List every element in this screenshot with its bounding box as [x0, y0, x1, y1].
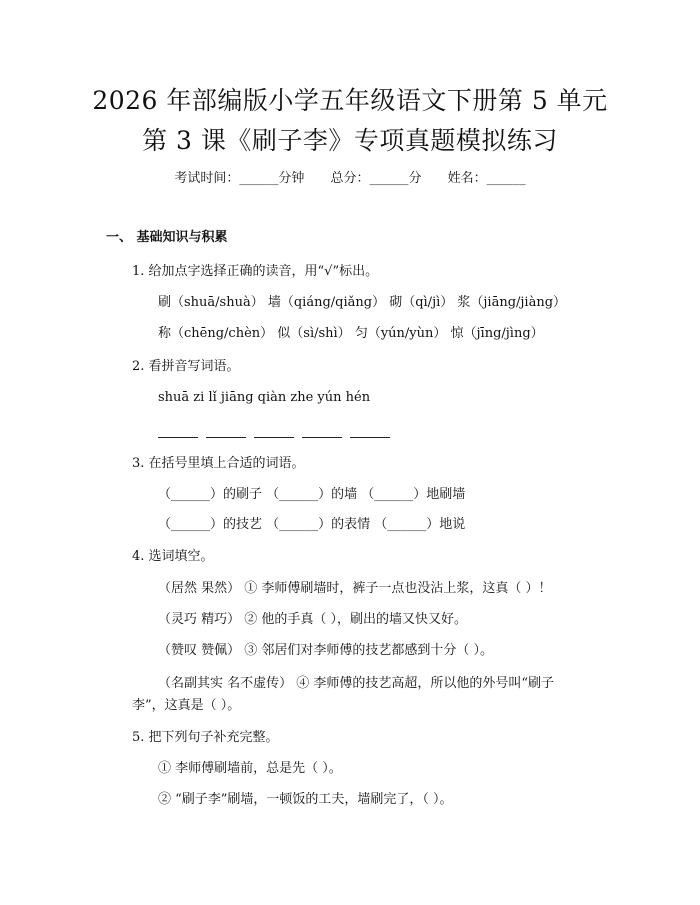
- q2-answer-blanks: [158, 424, 398, 444]
- document-title-line2: 第 3 课《刷子李》专项真题模拟练习: [142, 126, 558, 155]
- q1-row2: 称（chēng/chèn） 似（sì/shì） 匀（yún/yùn） 惊（jīng/jìng）: [158, 326, 544, 341]
- q3-row2: （______）的技艺 （______）的表情 （______）地说: [158, 517, 466, 532]
- q4-prompt: 4. 选词填空。: [132, 549, 214, 564]
- exam-name: 姓名：______: [447, 171, 526, 186]
- q4-item1: （居然 果然） ① 李师傅刷墙时，裤子一点也没沾上浆，这真（ ）！: [158, 581, 552, 596]
- answer-blank[interactable]: [254, 424, 294, 438]
- exam-time: 考试时间：______分钟: [174, 171, 305, 186]
- q2-pinyin: shuā zi lǐ jiāng qiàn zhe yún hén: [158, 390, 371, 405]
- q2-prompt: 2. 看拼音写词语。: [132, 359, 240, 374]
- document-title-line1: 2026 年部编版小学五年级语文下册第 5 单元: [92, 86, 608, 115]
- answer-blank[interactable]: [206, 424, 246, 438]
- answer-blank[interactable]: [302, 424, 342, 438]
- section-heading: 一、 基础知识与积累: [106, 230, 228, 245]
- q4-item3: （赞叹 赞佩） ③ 邻居们对李师傅的技艺都感到十分（ ）。: [158, 643, 494, 658]
- q1-prompt: 1. 给加点字选择正确的读音，用“√”标出。: [132, 264, 379, 279]
- q4-item4-line2: 李”，这真是（ ）。: [132, 698, 241, 713]
- q3-prompt: 3. 在括号里填上合适的词语。: [132, 456, 305, 471]
- q4-item4-line1: （名副其实 名不虚传） ④ 李师傅的技艺高超，所以他的外号叫“刷子: [158, 676, 555, 691]
- answer-blank[interactable]: [350, 424, 390, 438]
- exam-score: 总分：______分: [330, 171, 422, 186]
- q5-item1: ① 李师傅刷墙前，总是先（ ）。: [158, 761, 342, 776]
- q5-prompt: 5. 把下列句子补充完整。: [132, 730, 279, 745]
- q4-item2: （灵巧 精巧） ② 他的手真（ ），刷出的墙又快又好。: [158, 612, 468, 627]
- answer-blank[interactable]: [158, 424, 198, 438]
- exam-info: [0, 170, 700, 188]
- q5-item2: ② “刷子李”刷墙，一顿饭的工夫，墙刷完了，（ ）。: [158, 792, 453, 807]
- q1-row1: 刷（shuā/shuà） 墙（qiáng/qiǎng） 砌（qì/jì） 浆（jiāng/jiàng）: [158, 295, 567, 310]
- q3-row1: （______）的刷子 （______）的墙 （______）地刷墙: [158, 487, 466, 502]
